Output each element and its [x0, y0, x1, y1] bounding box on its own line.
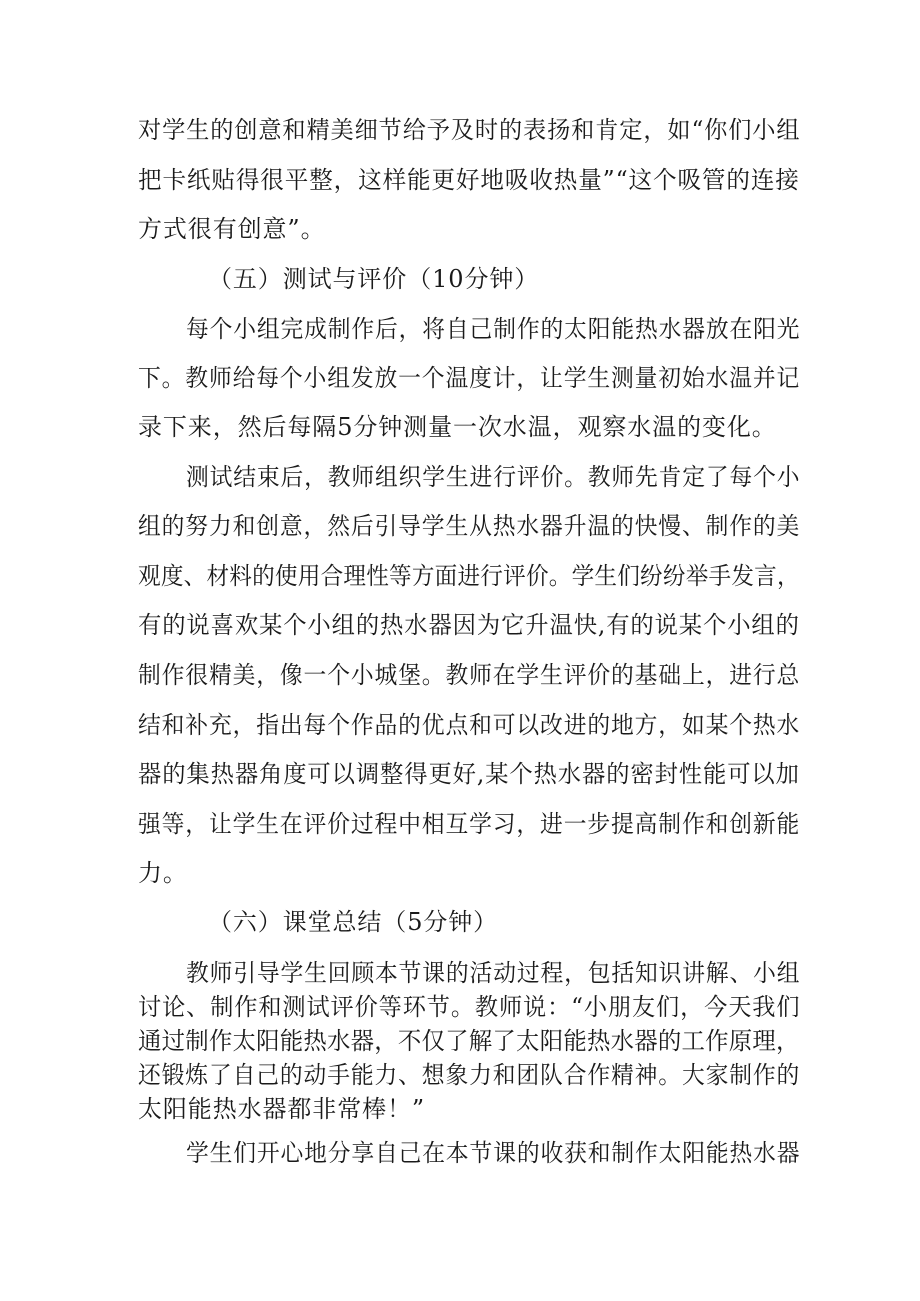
paragraph-line: 器的集热器角度可以调整得更好,某个热水器的密封性能可以加 [138, 760, 800, 788]
paragraph-line: 制作很精美，像一个小城堡。教师在学生评价的基础上，进行总 [138, 661, 801, 689]
section-heading: （六）课堂总结（5分钟） [208, 908, 499, 936]
paragraph-line: 观度、材料的使用合理性等方面进行评价。学生们纷纷举手发言， [138, 562, 800, 590]
paragraph-line: 太阳能热水器都非常棒！” [138, 1095, 426, 1123]
section-heading: （五）测试与评价（10分钟） [208, 265, 540, 293]
paragraph-line: 方式很有创意”。 [138, 215, 326, 243]
paragraph-line: 把卡纸贴得很平整，这样能更好地吸收热量”“这个吸管的连接 [138, 166, 800, 194]
paragraph-line: 组的努力和创意，然后引导学生从热水器升温的快慢、制作的美 [138, 512, 801, 540]
paragraph-line: 还锻炼了自己的动手能力、想象力和团队合作精神。大家制作的 [138, 1061, 801, 1089]
paragraph-line: 教师引导学生回顾本节课的活动过程，包括知识讲解、小组 [186, 959, 801, 987]
paragraph-line: 测试结束后，教师组织学生进行评价。教师先肯定了每个小 [186, 463, 801, 491]
paragraph-line: 有的说喜欢某个小组的热水器因为它升温快,有的说某个小组的 [138, 611, 800, 639]
paragraph-line: 下。教师给每个小组发放一个温度计，让学生测量初始水温并记 [138, 364, 801, 392]
paragraph-line: 学生们开心地分享自己在本节课的收获和制作太阳能热水器 [186, 1139, 801, 1167]
paragraph-line: 每个小组完成制作后，将自己制作的太阳能热水器放在阳光 [186, 315, 801, 343]
paragraph-line: 对学生的创意和精美细节给予及时的表扬和肯定，如“你们小组 [138, 116, 801, 144]
paragraph-line: 讨论、制作和测试评价等环节。教师说：“小朋友们，今天我们 [138, 993, 801, 1021]
paragraph-line: 录下来，然后每隔5分钟测量一次水温，观察水温的变化。 [138, 413, 777, 441]
paragraph-line: 通过制作太阳能热水器，不仅了解了太阳能热水器的工作原理， [138, 1027, 800, 1055]
paragraph-line: 结和补充，指出每个作品的优点和可以改进的地方，如某个热水 [138, 711, 801, 739]
paragraph-line: 力。 [138, 859, 188, 887]
paragraph-line: 强等，让学生在评价过程中相互学习，进一步提高制作和创新能 [138, 810, 801, 838]
